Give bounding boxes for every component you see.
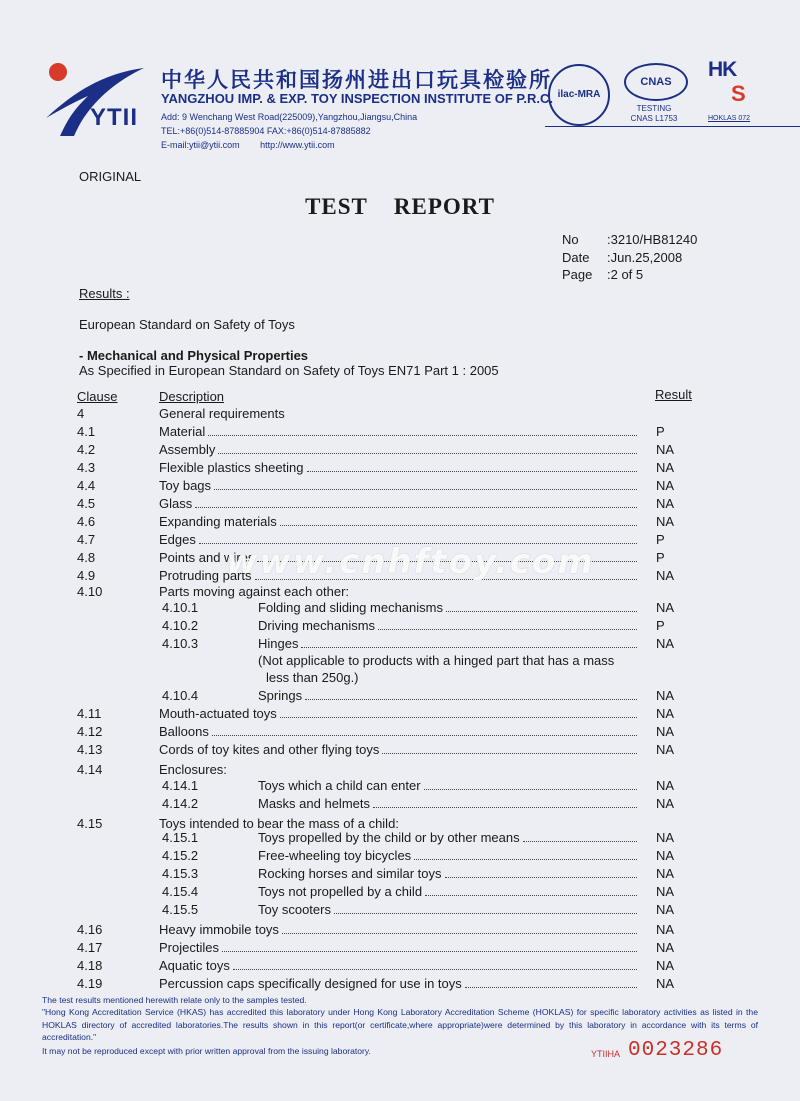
- description: [258, 830, 637, 845]
- clause-number: 4.3: [77, 460, 96, 475]
- dot-leader: [424, 779, 637, 790]
- dot-leader: [195, 497, 637, 508]
- section-spec: As Specified in European Standard on Safety of Toys EN71 Part 1 : 2005: [79, 363, 499, 378]
- description-text: Mouth-actuated toys: [159, 706, 277, 721]
- description: [159, 742, 637, 757]
- description-text: Percussion caps specifically designed for use in toys: [159, 976, 462, 991]
- table-row: [0, 796, 800, 814]
- hkas-mark: HK: [708, 58, 737, 81]
- clause-number: 4.7: [77, 532, 96, 547]
- description: [159, 478, 637, 493]
- dot-leader: [280, 515, 637, 526]
- clause-number: 4.13: [77, 742, 103, 757]
- table-row: [0, 778, 800, 796]
- sub-clause-number: 4.15.1: [162, 830, 199, 845]
- result-value: NA: [656, 796, 675, 811]
- description: [159, 976, 637, 991]
- serial-number: 0023286: [628, 1039, 724, 1062]
- description: [159, 706, 637, 721]
- clause-number: 4.19: [77, 976, 103, 991]
- description: [258, 618, 637, 633]
- website: http://www.ytii.com: [260, 140, 335, 150]
- clause-number: 4.15: [77, 816, 103, 831]
- result-value: NA: [656, 830, 675, 845]
- description-text: Toy scooters: [258, 902, 331, 917]
- clause-number: 4.4: [77, 478, 96, 493]
- clause-number: 4.10: [77, 584, 103, 599]
- description: [159, 514, 637, 529]
- description-text: Edges: [159, 532, 196, 547]
- description: [258, 688, 637, 703]
- group-heading: Enclosures:: [159, 762, 227, 777]
- dot-leader: [218, 443, 637, 454]
- description-text: Points and wires: [159, 550, 255, 565]
- dot-leader: [212, 725, 637, 736]
- description-text: Rocking horses and similar toys: [258, 866, 442, 881]
- dot-leader: [414, 849, 637, 860]
- description-text: Flexible plastics sheeting: [159, 460, 304, 475]
- description-text: Toys not propelled by a child: [258, 884, 423, 899]
- table-row: [0, 442, 800, 460]
- group-heading: Toys intended to bear the mass of a child:: [159, 816, 399, 831]
- result-value: P: [656, 532, 665, 547]
- table-row: [0, 706, 800, 724]
- result-value: NA: [656, 724, 675, 739]
- description: [159, 940, 637, 955]
- sub-clause-number: 4.14.1: [162, 778, 199, 793]
- result-value: NA: [656, 958, 675, 973]
- result-value: NA: [656, 866, 675, 881]
- description: [258, 866, 637, 881]
- result-value: NA: [656, 976, 675, 991]
- cnas-caption: [616, 104, 692, 124]
- clause-number: 4.2: [77, 442, 96, 457]
- title-word-test: TEST: [305, 194, 368, 219]
- dot-leader: [282, 923, 637, 934]
- group-heading: General requirements: [159, 406, 285, 421]
- footer-disclaimer: The test results mentioned herewith relate only to the samples tested.: [42, 995, 307, 1005]
- result-column-header: Result: [655, 387, 692, 402]
- result-value: NA: [656, 600, 675, 615]
- page-label: Page: [562, 267, 593, 282]
- clause-number: 4.14: [77, 762, 103, 777]
- dot-leader: [307, 461, 637, 472]
- dot-leader: [523, 831, 637, 842]
- result-value: NA: [656, 478, 675, 493]
- dot-leader: [233, 959, 637, 970]
- table-row: [0, 514, 800, 532]
- table-row: [0, 424, 800, 442]
- description-text: Cords of toy kites and other flying toys: [159, 742, 380, 757]
- description-text: Expanding materials: [159, 514, 277, 529]
- footer-accreditation: "Hong Kong Accreditation Service (HKAS) has accredited this laboratory under Hong Kong Laboratory Accreditation Scheme (HOKLAS) for specific laboratory activities as listed in the HOKLAS directory of accredited laboratories.The results shown in this report(or certificate,where appropriate)were determined by this laboratory in accordance with its terms of accreditation.": [42, 1007, 758, 1042]
- description: [258, 600, 637, 615]
- result-value: NA: [656, 706, 675, 721]
- table-row: [0, 636, 800, 654]
- dot-leader: [280, 707, 637, 718]
- table-row: [0, 653, 800, 671]
- description-text: Material: [159, 424, 206, 439]
- result-value: P: [656, 424, 665, 439]
- clause-number: 4.6: [77, 514, 96, 529]
- description-text: Folding and sliding mechanisms: [258, 600, 443, 615]
- result-value: NA: [656, 778, 675, 793]
- result-value: NA: [656, 848, 675, 863]
- description-note: (Not applicable to products with a hinged part that has a mass: [258, 653, 615, 668]
- group-heading: Parts moving against each other:: [159, 584, 350, 599]
- result-value: NA: [656, 460, 675, 475]
- description: [159, 460, 637, 475]
- tel-fax: TEL:+86(0)514-87885904 FAX:+86(0)514-87885882: [161, 126, 371, 136]
- table-row: [0, 884, 800, 902]
- original-label: ORIGINAL: [79, 169, 142, 184]
- dot-leader: [425, 885, 637, 896]
- hoklas-caption: HOKLAS 072: [708, 115, 751, 122]
- sub-clause-number: 4.10.3: [162, 636, 199, 651]
- table-row: [0, 496, 800, 514]
- dot-leader: [446, 601, 637, 612]
- description-text: Springs: [258, 688, 303, 703]
- result-value: NA: [656, 688, 675, 703]
- result-value: P: [656, 550, 665, 565]
- section-heading: - Mechanical and Physical Properties: [79, 348, 309, 363]
- cnas-caption-testing: TESTING: [636, 104, 672, 113]
- no-label: No: [562, 232, 579, 247]
- institute-name-chinese: 中华人民共和国扬州进出口玩具检验所: [161, 68, 552, 92]
- description-text: Free-wheeling toy bicycles: [258, 848, 412, 863]
- table-row: [0, 922, 800, 940]
- table-row: [0, 976, 800, 994]
- description: [258, 778, 637, 793]
- clause-number: 4.17: [77, 940, 103, 955]
- result-value: NA: [656, 514, 675, 529]
- description: [258, 902, 637, 917]
- sub-clause-number: 4.15.2: [162, 848, 199, 863]
- description: [159, 496, 637, 511]
- description-text: Protruding parts: [159, 568, 252, 583]
- sub-clause-number: 4.15.4: [162, 884, 199, 899]
- description-text: Masks and helmets: [258, 796, 370, 811]
- dot-leader: [214, 479, 637, 490]
- email: E-mail:ytii@ytii.com: [161, 140, 240, 150]
- clause-number: 4.16: [77, 922, 103, 937]
- clause-number: 4.1: [77, 424, 96, 439]
- dot-leader: [465, 977, 637, 988]
- description-text: Toys propelled by the child or by other means: [258, 830, 520, 845]
- institute-name-english: YANGZHOU IMP. & EXP. TOY INSPECTION INSTITUTE OF P.R.C.: [161, 91, 554, 106]
- dot-leader: [378, 619, 637, 630]
- result-value: NA: [656, 922, 675, 937]
- description-text: Aquatic toys: [159, 958, 230, 973]
- result-value: P: [656, 618, 665, 633]
- description-column-header: Description: [159, 389, 225, 404]
- hkas-mark-accent: S: [731, 81, 746, 106]
- date-label: Date: [562, 249, 590, 265]
- table-row: [0, 618, 800, 636]
- description: [258, 884, 637, 899]
- description-note: less than 250g.): [266, 670, 359, 685]
- description-text: Heavy immobile toys: [159, 922, 279, 937]
- sub-clause-number: 4.15.5: [162, 902, 199, 917]
- result-value: NA: [656, 940, 675, 955]
- dot-leader: [382, 743, 637, 754]
- table-row: [0, 742, 800, 760]
- dot-leader: [208, 425, 637, 436]
- clause-number: 4.8: [77, 550, 96, 565]
- dot-leader: [301, 637, 637, 648]
- description-text: Toys which a child can enter: [258, 778, 421, 793]
- title-word-report: REPORT: [393, 194, 495, 219]
- description: [159, 424, 637, 439]
- watermark: www.cnhftoy.com: [226, 542, 595, 582]
- table-row: [0, 670, 800, 688]
- description-text: Projectiles: [159, 940, 219, 955]
- description-text: Assembly: [159, 442, 216, 457]
- clause-number: 4.12: [77, 724, 103, 739]
- description: [159, 958, 637, 973]
- description: [159, 922, 637, 937]
- address: Add: 9 Wenchang West Road(225009),Yangzhou,Jiangsu,China: [161, 112, 418, 122]
- description-text: Balloons: [159, 724, 209, 739]
- description-text: Hinges: [258, 636, 299, 651]
- clause-number: 4: [77, 406, 85, 421]
- table-row: [0, 958, 800, 976]
- result-value: NA: [656, 442, 675, 457]
- cnas-badge: CNAS: [624, 63, 688, 101]
- cnas-caption-number: CNAS L1753: [630, 114, 678, 123]
- clause-number: 4.18: [77, 958, 103, 973]
- clause-number: 4.11: [77, 706, 102, 721]
- results-heading: Results :: [79, 286, 130, 301]
- email-web: [161, 140, 353, 150]
- description: [159, 724, 637, 739]
- dot-leader: [445, 867, 637, 878]
- description: [258, 848, 637, 863]
- header-divider: [545, 126, 800, 127]
- clause-column-header: Clause: [77, 389, 118, 404]
- table-row: [0, 830, 800, 848]
- sub-clause-number: 4.10.2: [162, 618, 199, 633]
- table-row: [0, 406, 800, 424]
- ilac-mra-badge: ilac-MRA: [548, 64, 610, 126]
- description: [258, 796, 637, 811]
- result-value: NA: [656, 884, 675, 899]
- table-row: [0, 866, 800, 884]
- result-value: NA: [656, 568, 675, 583]
- sub-clause-number: 4.14.2: [162, 796, 199, 811]
- clause-number: 4.5: [77, 496, 96, 511]
- result-value: NA: [656, 742, 675, 757]
- serial-prefix: YTIIHA: [591, 1049, 621, 1059]
- footer-reproduction: It may not be reproduced except with prior written approval from the issuing laboratory.: [42, 1046, 371, 1056]
- table-row: [0, 940, 800, 958]
- description-text: Glass: [159, 496, 193, 511]
- table-row: [0, 724, 800, 742]
- report-date: :Jun.25,2008: [607, 249, 683, 265]
- result-value: NA: [656, 636, 675, 651]
- table-row: [0, 460, 800, 478]
- description-text: Driving mechanisms: [258, 618, 376, 633]
- standard-name: European Standard on Safety of Toys: [79, 317, 295, 332]
- sub-clause-number: 4.10.1: [162, 600, 199, 615]
- sub-clause-number: 4.15.3: [162, 866, 199, 881]
- result-value: NA: [656, 496, 675, 511]
- description: [258, 636, 637, 651]
- table-row: [0, 600, 800, 618]
- table-row: [0, 688, 800, 706]
- dot-leader: [334, 903, 637, 914]
- sub-clause-number: 4.10.4: [162, 688, 199, 703]
- description: [159, 442, 637, 457]
- dot-leader: [222, 941, 637, 952]
- dot-leader: [305, 689, 637, 700]
- clause-number: 4.9: [77, 568, 96, 583]
- logo-wordmark: YTII: [90, 104, 139, 131]
- table-row: [0, 478, 800, 496]
- table-row: [0, 902, 800, 920]
- description-text: Toy bags: [159, 478, 212, 493]
- report-title: [0, 194, 800, 220]
- table-row: [0, 848, 800, 866]
- page-number: :2 of 5: [607, 267, 644, 282]
- report-number: :3210/HB81240: [607, 232, 698, 247]
- report-meta: [562, 231, 697, 284]
- dot-leader: [373, 797, 637, 808]
- result-value: NA: [656, 902, 675, 917]
